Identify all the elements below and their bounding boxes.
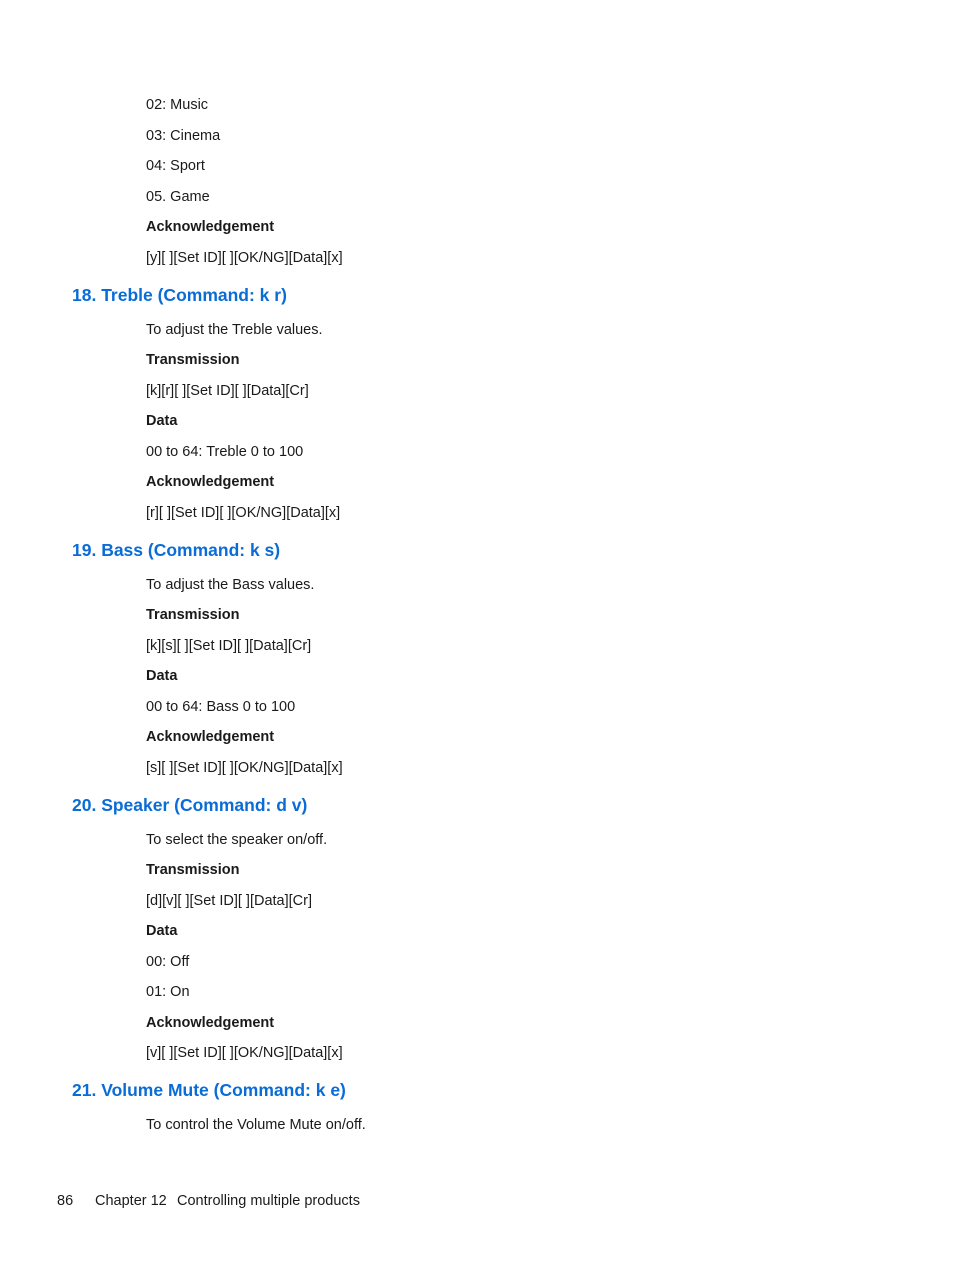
transmission-value: [d][v][ ][Set ID][ ][Data][Cr] [146,893,312,909]
data-item: 01: On [146,984,190,1000]
section-heading: 21. Volume Mute (Command: k e) [72,1080,346,1100]
data-label: Data [146,668,178,684]
data-label: Data [146,923,178,939]
section-heading: 19. Bass (Command: k s) [72,540,281,560]
data-label: Data [146,413,178,429]
acknowledgement-label: Acknowledgement [146,729,275,745]
transmission-label: Transmission [146,862,240,878]
section-description: To select the speaker on/off. [146,832,328,848]
data-item: 00 to 64: Treble 0 to 100 [146,444,304,460]
page-number: 86 [57,1193,74,1209]
section-description: To adjust the Bass values. [146,577,315,593]
data-item: 04: Sport [146,158,205,174]
transmission-label: Transmission [146,607,240,623]
acknowledgement-label: Acknowledgement [146,1015,275,1031]
data-item: 00 to 64: Bass 0 to 100 [146,699,296,715]
footer-chapter: Chapter 12 [95,1193,167,1209]
section-heading: 20. Speaker (Command: d v) [72,795,308,815]
acknowledgement-label: Acknowledgement [146,474,275,490]
section-description: To control the Volume Mute on/off. [146,1117,366,1133]
transmission-label: Transmission [146,352,240,368]
data-item: 03: Cinema [146,128,221,144]
acknowledgement-label: Acknowledgement [146,219,275,235]
footer-chapter-title: Controlling multiple products [177,1193,360,1209]
transmission-value: [k][r][ ][Set ID][ ][Data][Cr] [146,383,309,399]
section-heading: 18. Treble (Command: k r) [72,285,287,305]
section-description: To adjust the Treble values. [146,322,323,338]
data-item: 00: Off [146,954,190,970]
acknowledgement-value: [r][ ][Set ID][ ][OK/NG][Data][x] [146,505,341,521]
data-item: 02: Music [146,97,209,113]
transmission-value: [k][s][ ][Set ID][ ][Data][Cr] [146,638,312,654]
acknowledgement-value: [s][ ][Set ID][ ][OK/NG][Data][x] [146,760,343,776]
acknowledgement-value: [v][ ][Set ID][ ][OK/NG][Data][x] [146,1045,343,1061]
data-item: 05. Game [146,189,210,205]
acknowledgement-value: [y][ ][Set ID][ ][OK/NG][Data][x] [146,250,343,266]
